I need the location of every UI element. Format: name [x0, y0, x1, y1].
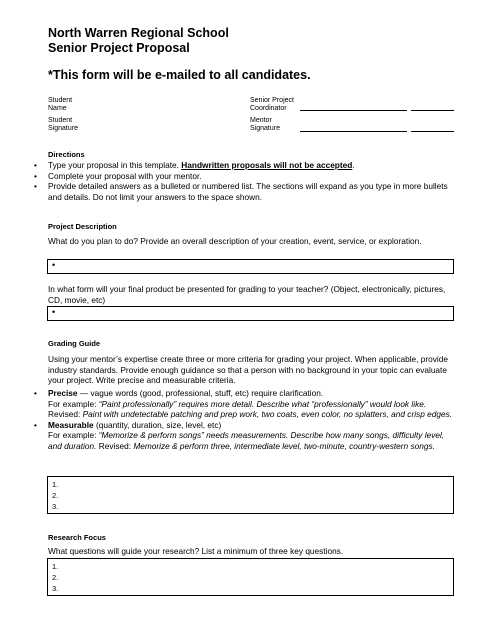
directions-item: • Provide detailed answers as a bulleted or numbered list. The sections will expand as you type in more bullets and details. Do not limit your answers to the space shown. — [34, 181, 448, 202]
research-focus-heading: Research Focus — [48, 533, 106, 542]
grading-guide-intro: Using your mentor’s expertise create three or more criteria for grading your project. When applicable, provide industry standards. Provide enough guidance so that a person with no background in your topic can evaluate your project. Write precise and measurable criteria. — [48, 354, 448, 385]
criteria-list — [34, 388, 459, 451]
measurable-criterion: • Measurable (quantity, duration, size, level, etc) For example: “Memorize & perform songs” needs measurements. Describe how many songs, difficulty level, and duration. Revised: Memorize & perform three, intermediate level, two-minute, country-western songs. — [34, 419, 445, 451]
coordinator-label: Senior Project Coordinator — [250, 97, 294, 112]
grading-guide-heading: Grading Guide — [48, 339, 101, 348]
directions-item: • Type your proposal in this template. Handwritten proposals will not be accepted. — [34, 160, 355, 170]
directions-item: • Complete your proposal with your mentor. — [34, 170, 202, 181]
coordinator-signature-line[interactable] — [300, 110, 407, 111]
mentor-signature-label: Mentor Signature — [250, 117, 280, 132]
directions-list — [34, 160, 459, 202]
form-title: Senior Project Proposal — [48, 41, 190, 55]
mentor-signature-line[interactable] — [300, 131, 407, 132]
research-focus-question: What questions will guide your research? List a minimum of three key questions. — [48, 546, 344, 556]
list-item: 1. — [52, 562, 59, 571]
research-questions-box[interactable] — [47, 558, 454, 596]
project-description-question-2: In what form will your final product be presented for grading to your teacher? (Object, electronically, pictures, CD, movie, etc) — [48, 284, 446, 305]
list-item: 3. — [52, 502, 59, 511]
email-notice: *This form will be e-mailed to all candidates. — [48, 68, 311, 82]
student-signature-label: Student Signature — [48, 117, 78, 132]
handwritten-warning: Handwritten proposals will not be accepted — [181, 160, 353, 170]
bullet-icon: • — [34, 181, 37, 191]
project-description-heading: Project Description — [48, 222, 117, 231]
mentor-date-line[interactable] — [411, 131, 454, 132]
list-item: 2. — [52, 491, 59, 500]
grading-criteria-box[interactable] — [47, 476, 454, 514]
project-description-answer-1[interactable]: • — [47, 259, 454, 274]
project-description-answer-2[interactable]: • — [47, 306, 454, 321]
list-item: 3. — [52, 584, 59, 593]
bullet-icon: • — [34, 419, 37, 430]
list-item: 1. — [52, 480, 59, 489]
coordinator-date-line[interactable] — [411, 110, 454, 111]
bullet-icon: • — [34, 160, 37, 170]
precise-criterion: • Precise — vague words (good, professional, stuff, etc) require clarification. For example: “Paint professionally” requires more detail. Describe what “professionally” would look like. Revised: Paint with undetectable patching and prep work, two coats, even color, no splatters, and crisp edges. — [34, 388, 453, 419]
bullet-icon: • — [34, 170, 37, 181]
school-name: North Warren Regional School — [48, 26, 229, 40]
directions-heading: Directions — [48, 150, 85, 159]
project-description-question-1: What do you plan to do? Provide an overall description of your creation, event, service, or exploration. — [48, 236, 422, 246]
student-name-label: Student Name — [48, 97, 73, 112]
list-item: 2. — [52, 573, 59, 582]
bullet-icon: • — [34, 388, 37, 398]
